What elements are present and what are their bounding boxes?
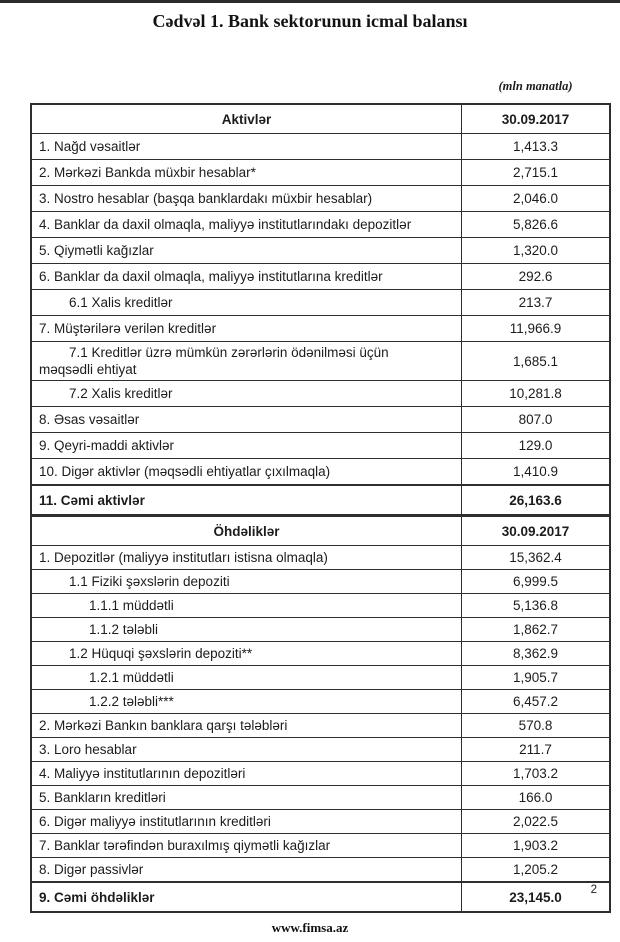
table-row — [32, 380, 609, 406]
row-value: 15,362.4 — [461, 546, 609, 569]
table-row — [32, 211, 609, 237]
row-value: 23,145.0 — [461, 883, 609, 911]
row-value: 26,163.6 — [461, 486, 609, 514]
table-row — [32, 484, 609, 514]
table-row — [32, 761, 609, 785]
row-label: 6. Digər maliyyə institutlarının kreditləri — [39, 814, 271, 829]
row-value: 1,703.2 — [461, 762, 609, 785]
row-value: 5,826.6 — [461, 212, 609, 237]
row-value: 8,362.9 — [461, 642, 609, 665]
table-row — [32, 809, 609, 833]
table-row — [32, 458, 609, 484]
row-label: 7. Müştərilərə verilən kreditlər — [39, 321, 217, 336]
row-value: 2,046.0 — [461, 186, 609, 211]
table-row — [32, 315, 609, 341]
row-label: 6.1 Xalis kreditlər — [69, 295, 173, 310]
row-label: 7. Banklar tərəfindən buraxılmış qiymətli kağızlar — [39, 838, 331, 853]
row-value: 6,457.2 — [461, 690, 609, 713]
row-value: 1,685.1 — [461, 342, 609, 380]
table-header-row — [32, 517, 609, 545]
row-value: 166.0 — [461, 786, 609, 809]
table-row — [32, 185, 609, 211]
row-label: 3. Nostro hesablar (başqa banklardakı müxbir hesablar) — [39, 191, 373, 206]
row-value: 1,413.3 — [461, 134, 609, 159]
table-row — [32, 569, 609, 593]
row-label: 2. Mərkəzi Bankda müxbir hesablar* — [39, 165, 256, 180]
column-header-label: Öhdəliklər — [213, 523, 280, 539]
table-row — [32, 857, 609, 881]
row-label: 1.2 Hüquqi şəxslərin depoziti** — [69, 646, 253, 661]
row-label: 1.2.2 tələbli*** — [89, 694, 174, 709]
row-label: 1. Depozitlər (maliyyə institutları istisna olmaqla) — [39, 550, 328, 565]
footer-url: www.fimsa.az — [271, 920, 349, 935]
column-header-date: 30.09.2017 — [461, 517, 609, 545]
row-label: 4. Maliyyə institutlarının depozitləri — [39, 766, 246, 781]
table-row — [32, 159, 609, 185]
assets-table — [30, 103, 611, 516]
table-header-row — [32, 105, 609, 133]
table-row — [32, 593, 609, 617]
table-row — [32, 833, 609, 857]
row-value: 213.7 — [461, 290, 609, 315]
table-row — [32, 237, 609, 263]
row-value: 1,903.2 — [461, 834, 609, 857]
page-title: Cədvəl 1. Bank sektorunun icmal balansı — [152, 11, 468, 31]
row-value: 5,136.8 — [461, 594, 609, 617]
row-label: 2. Mərkəzi Bankın banklara qarşı tələbləri — [39, 718, 288, 733]
table-row — [32, 617, 609, 641]
table-row — [32, 881, 609, 911]
table-row — [32, 641, 609, 665]
row-value: 11,966.9 — [461, 316, 609, 341]
table-row — [32, 713, 609, 737]
row-value: 1,862.7 — [461, 618, 609, 641]
row-label: 1.2.1 müddətli — [89, 670, 174, 685]
row-label: 8. Digər passivlər — [39, 862, 144, 877]
row-label: 9. Cəmi öhdəliklər — [39, 889, 155, 905]
row-value: 292.6 — [461, 264, 609, 289]
row-label: 1.1 Fiziki şəxslərin depoziti — [69, 574, 230, 589]
row-value: 570.8 — [461, 714, 609, 737]
row-label: 4. Banklar da daxil olmaqla, maliyyə institutlarındakı depozitlər — [39, 217, 412, 232]
column-header-label: Aktivlər — [221, 111, 272, 127]
unit-note: (mln manatla) — [498, 79, 573, 93]
table-row — [32, 785, 609, 809]
top-rule-divider — [0, 0, 620, 3]
column-header-date: 30.09.2017 — [461, 105, 609, 133]
row-value: 129.0 — [461, 433, 609, 458]
table-row — [32, 545, 609, 569]
row-value: 1,320.0 — [461, 238, 609, 263]
table-row — [32, 406, 609, 432]
row-label: 1.1.1 müddətli — [89, 598, 174, 613]
table-row — [32, 133, 609, 159]
page-number: 2 — [590, 884, 597, 896]
table-row — [32, 289, 609, 315]
table-row — [32, 341, 609, 380]
row-label: 8. Əsas vəsaitlər — [39, 412, 140, 427]
row-label: 1. Nağd vəsaitlər — [39, 139, 141, 154]
row-label: 3. Loro hesablar — [39, 742, 137, 757]
row-value: 10,281.8 — [461, 381, 609, 406]
row-value: 6,999.5 — [461, 570, 609, 593]
row-label: 5. Bankların kreditləri — [39, 790, 166, 805]
row-label-line2: məqsədli ehtiyat — [39, 362, 137, 377]
row-label: 9. Qeyri-maddi aktivlər — [39, 438, 175, 453]
table-row — [32, 737, 609, 761]
row-label — [32, 342, 461, 380]
row-label: 11. Cəmi aktivlər — [39, 492, 145, 508]
row-value: 2,022.5 — [461, 810, 609, 833]
row-value: 2,715.1 — [461, 160, 609, 185]
table-row — [32, 665, 609, 689]
row-value: 211.7 — [461, 738, 609, 761]
row-label: 7.2 Xalis kreditlər — [69, 386, 173, 401]
row-label: 6. Banklar da daxil olmaqla, maliyyə institutlarına kreditlər — [39, 269, 383, 284]
row-value: 1,905.7 — [461, 666, 609, 689]
liabilities-table — [30, 515, 611, 913]
row-label: 1.1.2 tələbli — [89, 622, 159, 637]
row-value: 807.0 — [461, 407, 609, 432]
row-label-line1: 7.1 Kreditlər üzrə mümkün zərərlərin ödənilməsi üçün — [69, 345, 389, 360]
row-value: 1,205.2 — [461, 858, 609, 881]
table-row — [32, 263, 609, 289]
row-value: 1,410.9 — [461, 459, 609, 484]
row-label: 10. Digər aktivlər (məqsədli ehtiyatlar çıxılmaqla) — [39, 464, 331, 479]
row-label: 5. Qiymətli kağızlar — [39, 243, 154, 258]
table-row — [32, 432, 609, 458]
table-row — [32, 689, 609, 713]
